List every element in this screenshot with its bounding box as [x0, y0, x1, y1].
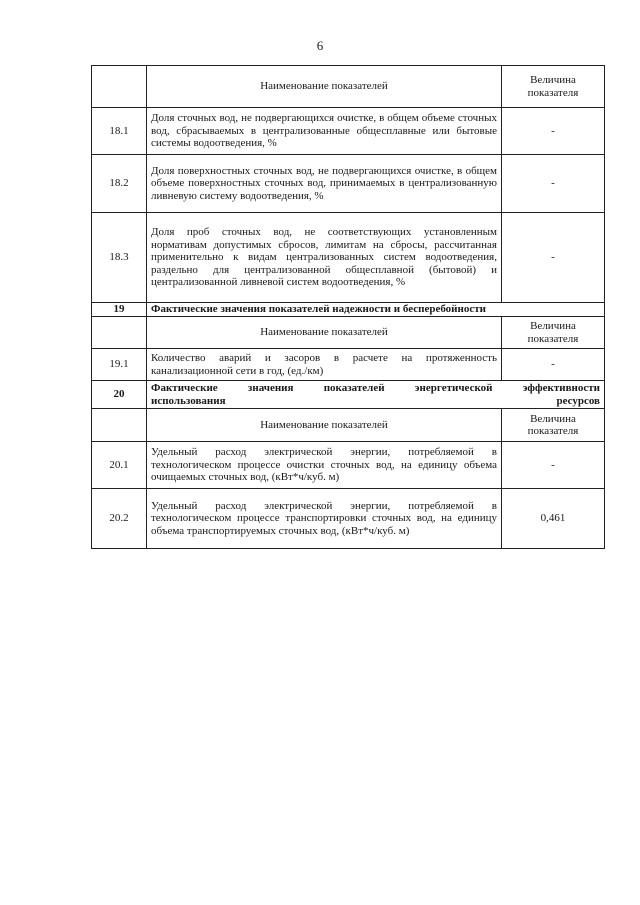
header-value-cell: Величина показателя [502, 317, 605, 349]
table-row [92, 155, 605, 213]
table-header-row [92, 409, 605, 442]
table-row [92, 108, 605, 155]
row-value: 0,461 [502, 489, 605, 549]
section-heading-row [92, 303, 605, 317]
header-num-cell [92, 317, 147, 349]
table-header-row [92, 66, 605, 108]
row-number: 19.1 [92, 349, 147, 381]
row-number: 18.1 [92, 108, 147, 155]
header-value-cell: Величина показателя [502, 409, 605, 442]
row-value: - [502, 108, 605, 155]
section-title-line2: использования ресурсов [151, 394, 600, 407]
table-row [92, 442, 605, 489]
section-title-line1: Фактические значения показателей энергетической эффективности [151, 382, 600, 395]
header-name-cell: Наименование показателей [147, 409, 502, 442]
section-title [147, 381, 605, 409]
table-header-row [92, 317, 605, 349]
row-description: Доля поверхностных сточных вод, не подвергающихся очистке, в общем объеме поверхностных сточных вод, принимаемых в централизованную ливневую систему водоотведения, % [147, 155, 502, 213]
table-row [92, 349, 605, 381]
row-value: - [502, 155, 605, 213]
header-name-cell: Наименование показателей [147, 317, 502, 349]
section-heading-row [92, 381, 605, 409]
table-row [92, 489, 605, 549]
header-value-cell: Величина показателя [502, 66, 605, 108]
row-description: Доля сточных вод, не подвергающихся очистке, в общем объеме сточных вод, сбрасываемых в централизованные общесплавные или бытовые системы водоотведения, % [147, 108, 502, 155]
row-description: Удельный расход электрической энергии, потребляемой в технологическом процессе транспортировки сточных вод, на единицу объема транспортируемых сточных вод, (кВт*ч/куб. м) [147, 489, 502, 549]
row-value: - [502, 442, 605, 489]
row-description: Удельный расход электрической энергии, потребляемой в технологическом процессе очистки сточных вод, на единицу объема очищаемых сточных вод, (кВт*ч/куб. м) [147, 442, 502, 489]
row-value: - [502, 213, 605, 303]
row-description: Количество аварий и засоров в расчете на протяженность канализационной сети в год, (ед./км) [147, 349, 502, 381]
row-value: - [502, 349, 605, 381]
header-num-cell [92, 66, 147, 108]
section-title: Фактические значения показателей надежности и бесперебойности [147, 303, 605, 317]
indicators-table [91, 65, 605, 549]
header-name-cell: Наименование показателей [147, 66, 502, 108]
row-number: 18.2 [92, 155, 147, 213]
header-num-cell [92, 409, 147, 442]
row-description: Доля проб сточных вод, не соответствующих установленным нормативам допустимых сбросов, лимитам на сбросы, рассчитанная применительно к видам централизованных систем водоотведения, раздельно для централизованной общесплавной (бытовой) и централизованной ливневой систем водоотведения, % [147, 213, 502, 303]
row-number: 20.2 [92, 489, 147, 549]
page-number: 6 [316, 38, 324, 53]
table-row [92, 213, 605, 303]
section-number: 19 [92, 303, 147, 317]
row-number: 20.1 [92, 442, 147, 489]
row-number: 18.3 [92, 213, 147, 303]
section-number: 20 [92, 381, 147, 409]
